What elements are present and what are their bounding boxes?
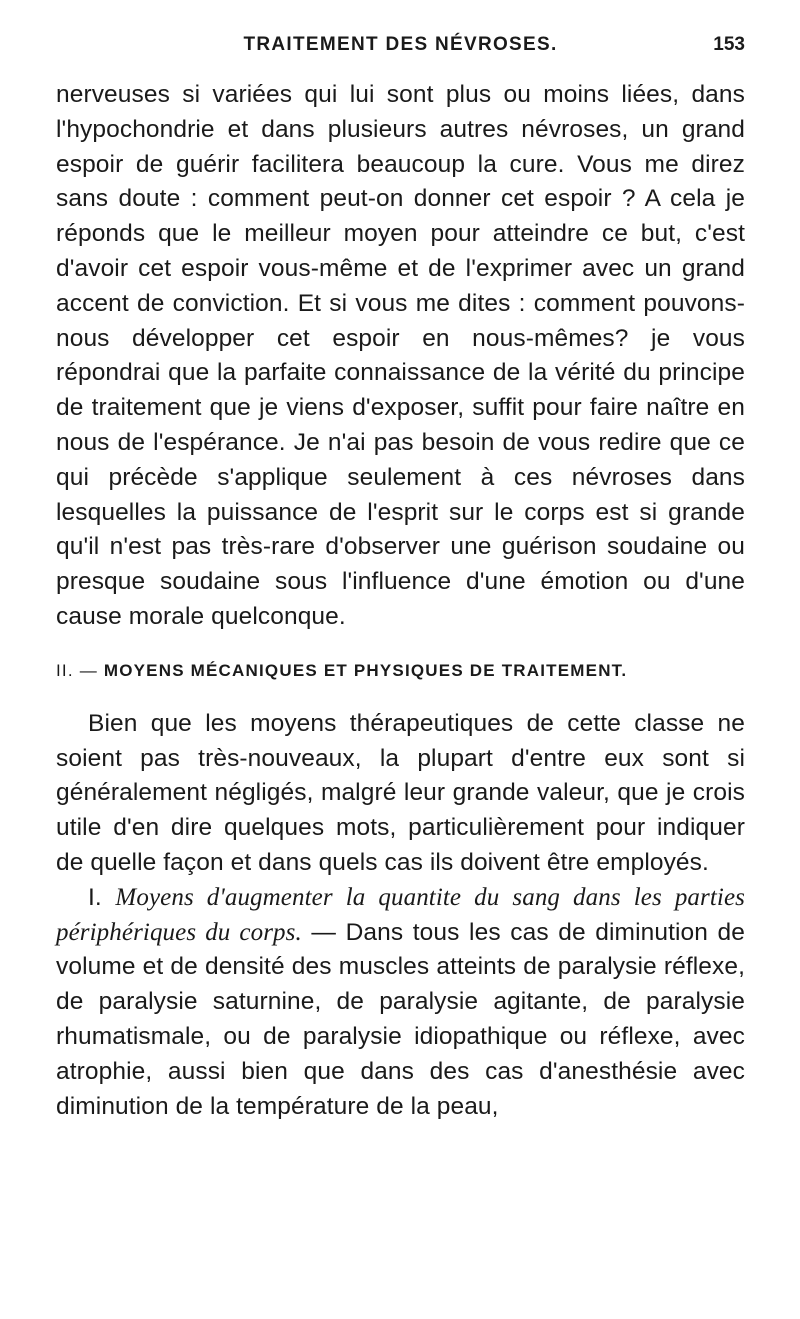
page-number: 153: [713, 34, 745, 55]
paragraph-intro: Bien que les moyens thérapeutiques de cette classe ne soient pas très-nouveaux, la plupart d'entre eux sont si généralement négligés, malgré leur grande valeur, que je crois utile d'en dire quelques mots, particulièrement pour indiquer de quelle façon et dans quels cas ils doivent être employés.: [56, 709, 745, 876]
section-heading: [56, 661, 745, 681]
paragraph-subsection: [56, 881, 745, 1125]
running-title: TRAITEMENT DES NÉVROSES.: [243, 34, 558, 55]
subsection-text: — Dans tous les cas de diminution de volume et de densité des muscles atteints de paralysie réflexe, de paralysie saturnine, de paralysie agitante, de paralysie rhumatismale, ou de paralysie idiopathique ou réflexe, avec atrophie, aussi bien que dans des cas d'anesthésie avec diminution de la température de la peau,: [56, 918, 745, 1120]
section-dash: —: [79, 660, 98, 680]
subsection-number: I.: [88, 883, 102, 911]
paragraph-continuation: nerveuses si variées qui lui sont plus ou moins liées, dans l'hypochondrie et dans plusieurs autres névroses, un grand espoir de guérir facilitera beaucoup la cure. Vous me direz sans doute : comment peut-on donner cet espoir ? A cela je réponds que le meilleur moyen pour atteindre ce but, c'est d'avoir cet espoir vous-même et de l'exprimer avec un grand accent de conviction. Et si vous me dites : comment pouvons-nous développer cet espoir en nous-mêmes? je vous répondrai que la parfaite connaissance de la vérité du principe de traitement que je viens d'exposer, suffit pour faire naître en nous de l'espérance. Je n'ai pas besoin de vous redire que ce qui précède s'applique seulement à ces névroses dans lesquelles la puissance de l'esprit sur le corps est si grande qu'il n'est pas très-rare d'observer une guérison soudaine ou presque soudaine sous l'influence d'une émotion ou d'une cause morale quelconque.: [56, 81, 745, 630]
subsection-title: Moyens d'augmenter la quantite du sang dans les parties périphériques du corps.: [56, 883, 745, 946]
section-number: II.: [56, 660, 74, 680]
section-title: MOYENS MÉCANIQUES ET PHYSIQUES DE TRAITEMENT.: [103, 660, 628, 680]
running-head: [56, 34, 745, 60]
